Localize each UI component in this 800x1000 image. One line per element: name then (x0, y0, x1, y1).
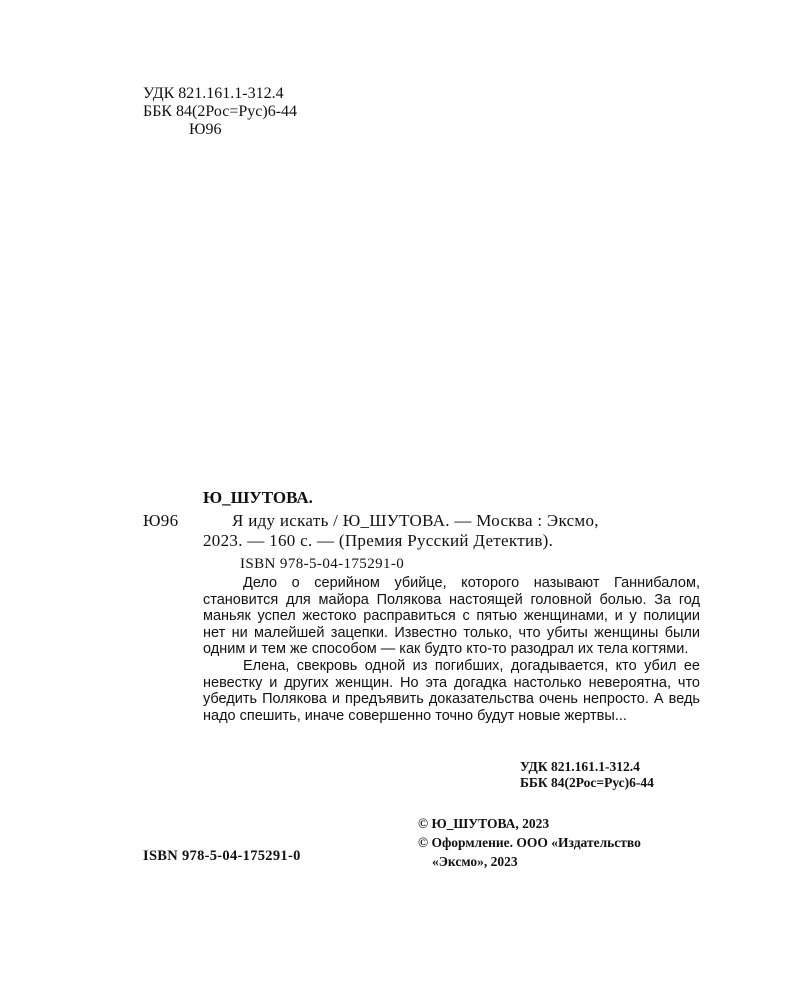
entry-author: Ю_ШУТОВА. (203, 488, 313, 507)
copyright-publisher: «Эксмо», 2023 (432, 854, 518, 869)
top-udk: УДК 821.161.1-312.4 (143, 85, 284, 102)
annotation-paragraph-2: Елена, свекровь одной из погибших, догадывается, кто убил ее невестку и других женщин. Но эта догадка настолько невероятна, что убедить Полякова и предъявить доказательства очень непросто. А ведь надо спешить, иначе совершенно точно будут новые жертвы... (203, 657, 700, 724)
annotation (203, 575, 700, 724)
entry-publication-line: 2023. — 160 с. — (Премия Русский Детектив). (203, 531, 554, 550)
bottom-bbk: ББК 84(2Рос=Рус)6-44 (520, 775, 654, 790)
entry-side-mark: Ю96 (143, 511, 179, 530)
top-bbk: ББК 84(2Рос=Рус)6-44 (143, 103, 298, 120)
top-author-mark: Ю96 (189, 121, 222, 138)
bottom-udk: УДК 821.161.1-312.4 (520, 759, 640, 774)
entry-title-line: Я иду искать / Ю_ШУТОВА. — Москва : Эксмо, (232, 511, 599, 530)
copyright-design: © Оформление. ООО «Издательство (418, 835, 641, 850)
isbn-bottom: ISBN 978-5-04-175291-0 (143, 848, 301, 864)
copyright-author: © Ю_ШУТОВА, 2023 (418, 816, 550, 831)
entry-isbn: ISBN 978-5-04-175291-0 (240, 556, 405, 572)
annotation-paragraph-1: Дело о серийном убийце, которого называют Ганнибалом, становится для майора Полякова настоящей головной болью. За год маньяк успел жестоко расправиться с пятью женщинами, и у полиции нет ни малейшей зацепки. Известно только, что убиты женщины были одним и тем же способом — как будто кто-то разодрал их тела когтями. (203, 575, 700, 658)
